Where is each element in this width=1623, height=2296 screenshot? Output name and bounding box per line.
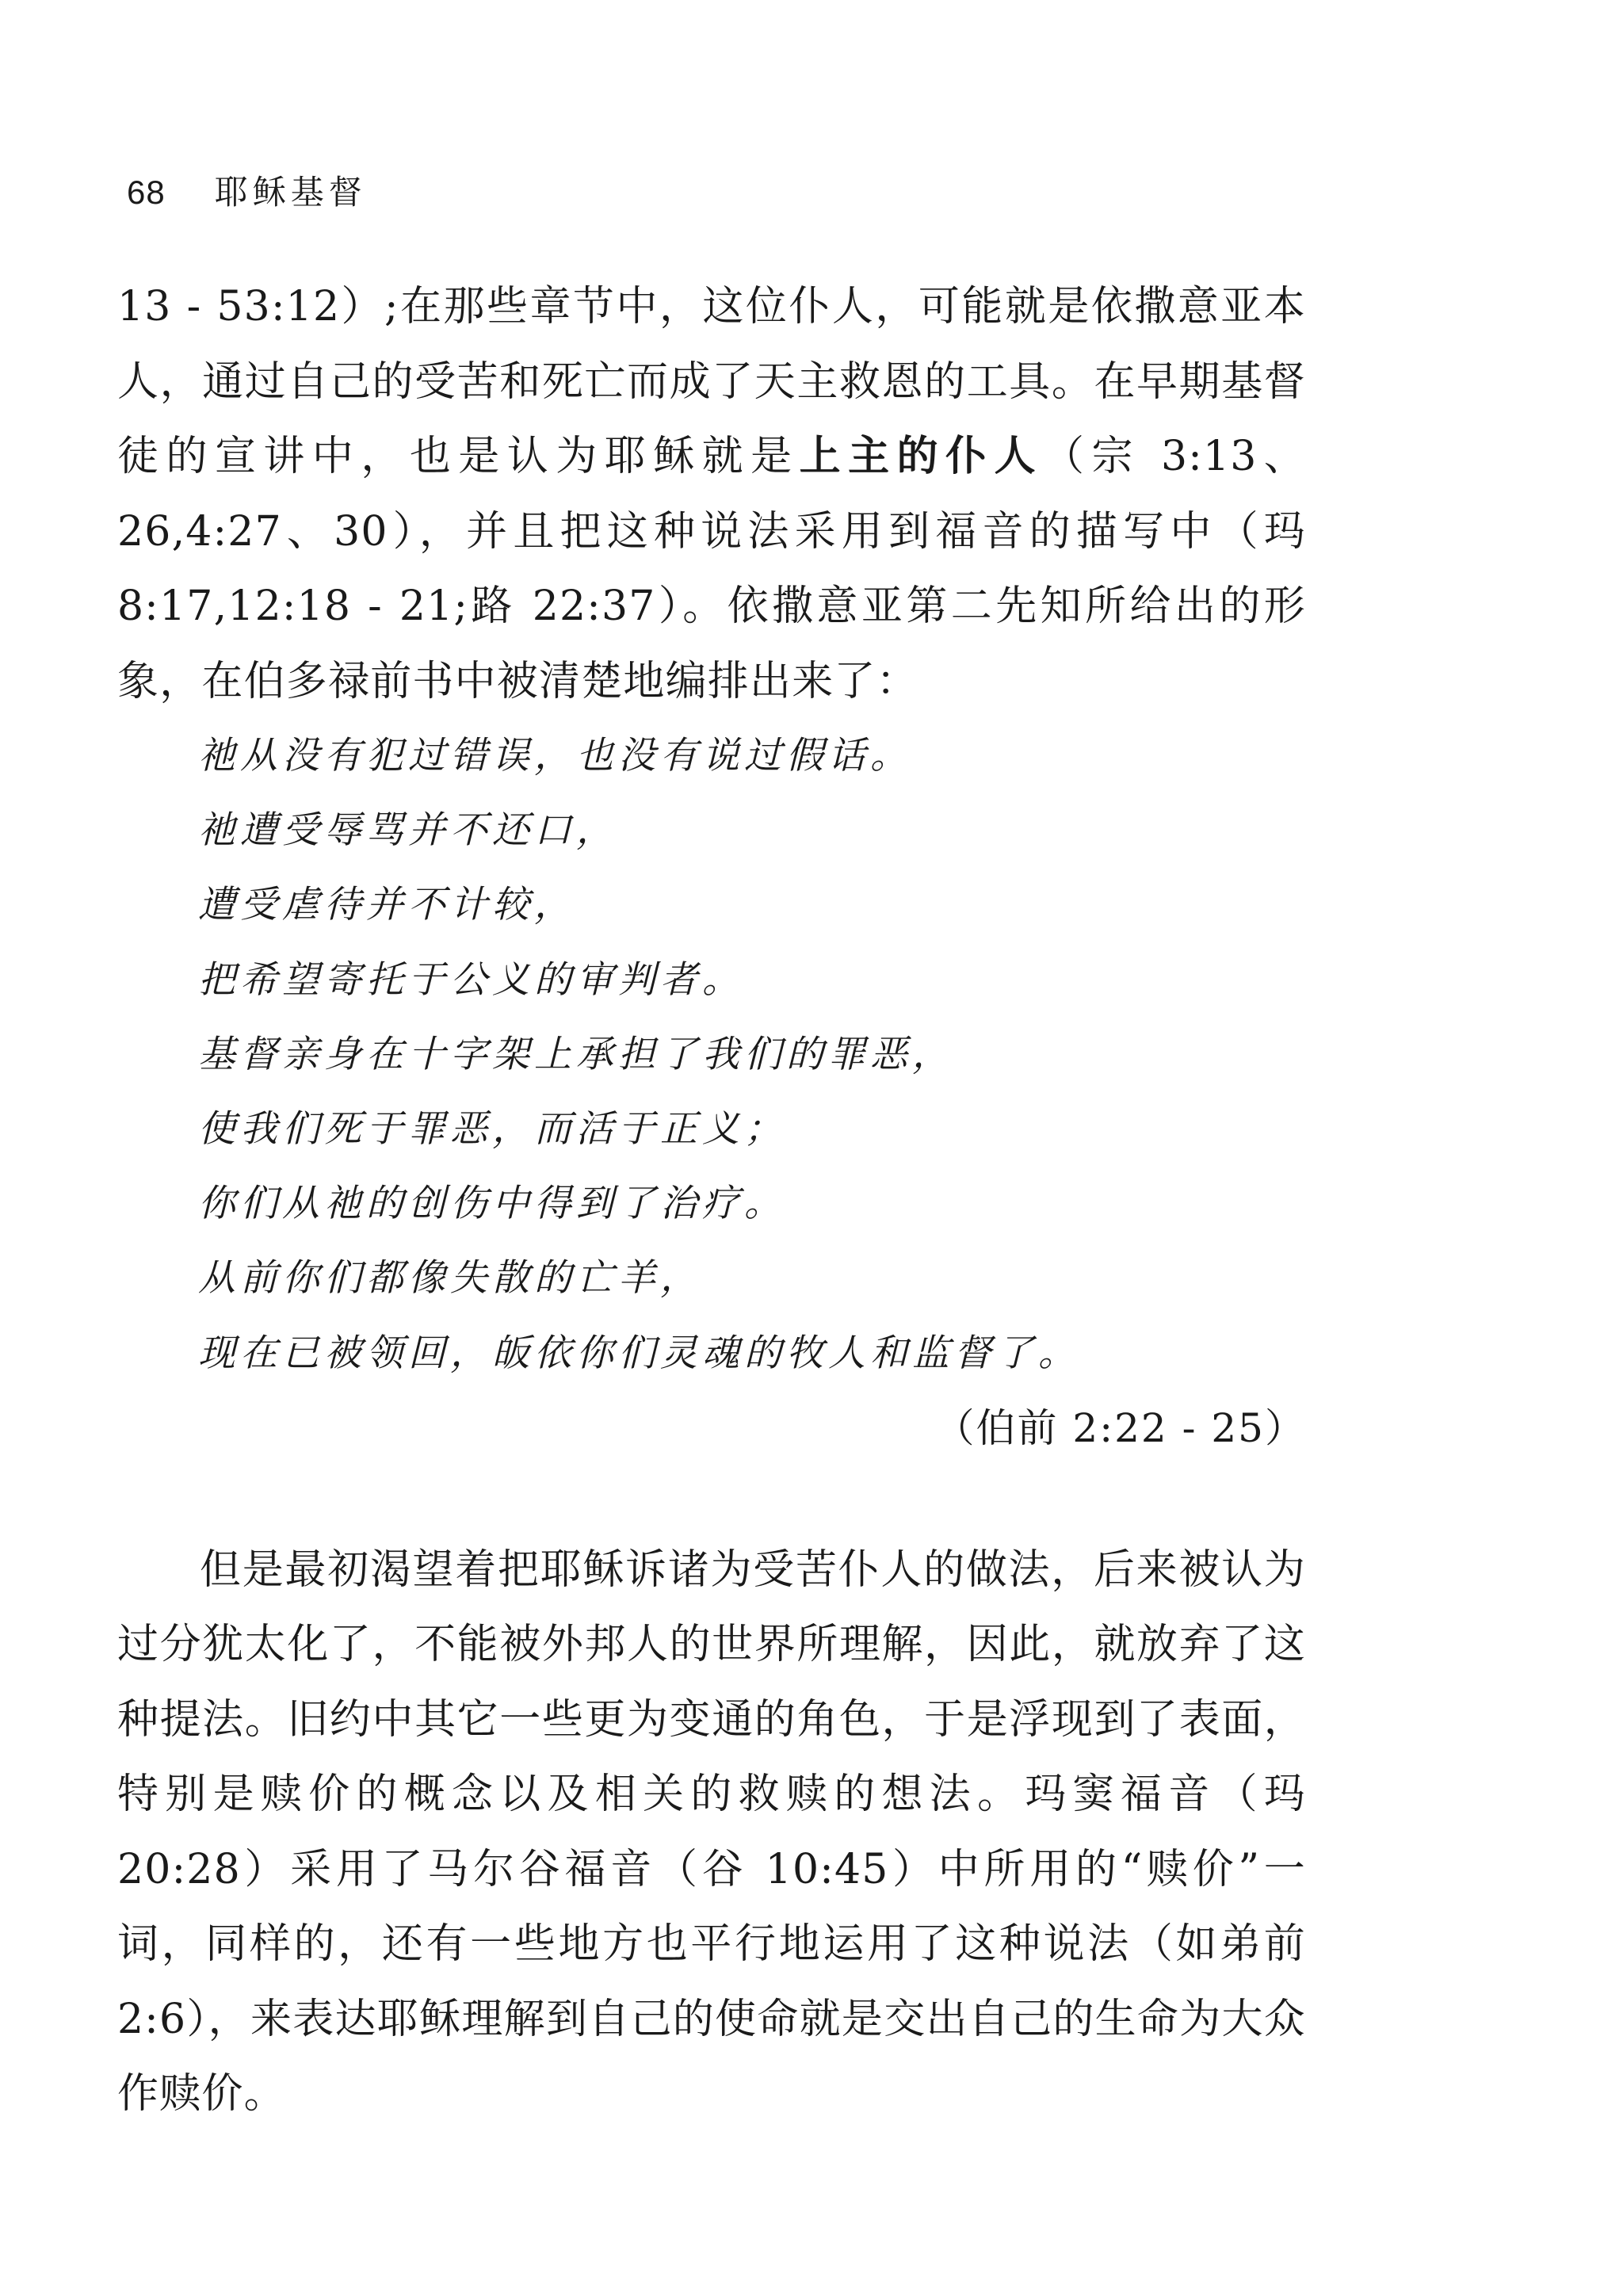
page-body bbox=[117, 269, 1306, 2132]
paragraph-2: 但是最初渴望着把耶稣诉诸为受苦仆人的做法，后来被认为过分犹太化了，不能被外邦人的世界所理解，因此，就放弃了这种提法。旧约中其它一些更为变通的角色，于是浮现到了表面，特别是赎价的概念以及相关的救赎的想法。玛窦福音（玛 20:28）采用了马尔谷福音（谷 10:45）中所用的“赎价”一词，同样的，还有一些地方也平行地运用了这种说法（如弟前 2:6），来表达耶稣理解到自己的使命就是交出自己的生命为大众作赎价。 bbox=[117, 1545, 1306, 2118]
page-header bbox=[127, 166, 367, 214]
quote-line: 祂从没有犯过错误，也没有说过假话。 bbox=[198, 734, 912, 777]
section-gap bbox=[117, 1465, 1306, 1533]
page-number: 68 bbox=[127, 174, 166, 211]
emphasis-servant-of-lord: 上主的仆人 bbox=[799, 433, 1043, 480]
scripture-quote bbox=[117, 719, 1306, 1391]
paragraph-1 bbox=[117, 269, 1306, 719]
running-head: 耶稣基督 bbox=[214, 173, 367, 212]
paragraph-1-text-end: （宗 3:13、26,4:27、30），并且把这种说法采用到福音的描写中（玛 8:17,12:18 - 21;路 22:37）。依撒意亚第二先知所给出的形象，在伯多禄前书中被清楚地编排出来了： bbox=[117, 433, 1306, 705]
paragraph-1-text-start: 13 - 53:12）;在那些章节中，这位仆人，可能就是依撒意亚本人，通过自己的受苦和死亡而成了天主救恩的工具。在早期基督徒的宣讲中，也是认为耶稣就是 bbox=[117, 283, 1306, 480]
quote-line: 把希望寄托于公义的审判者。 bbox=[198, 957, 744, 1002]
quote-line: 使我们死于罪恶，而活于正义； bbox=[198, 1107, 786, 1152]
quote-line: 从前你们都像失散的亡羊， bbox=[198, 1256, 702, 1301]
quote-line: 遭受虐待并不计较， bbox=[198, 883, 576, 927]
quote-citation: （伯前 2:22 - 25） bbox=[934, 1404, 1306, 1451]
quote-line: 现在已被领回，皈依你们灵魂的牧人和监督了。 bbox=[198, 1331, 1080, 1375]
quote-line: 祂遭受辱骂并不还口， bbox=[198, 808, 618, 853]
quote-line: 你们从祂的创伤中得到了治疗。 bbox=[198, 1182, 786, 1226]
quote-line: 基督亲身在十字架上承担了我们的罪恶， bbox=[198, 1032, 954, 1076]
